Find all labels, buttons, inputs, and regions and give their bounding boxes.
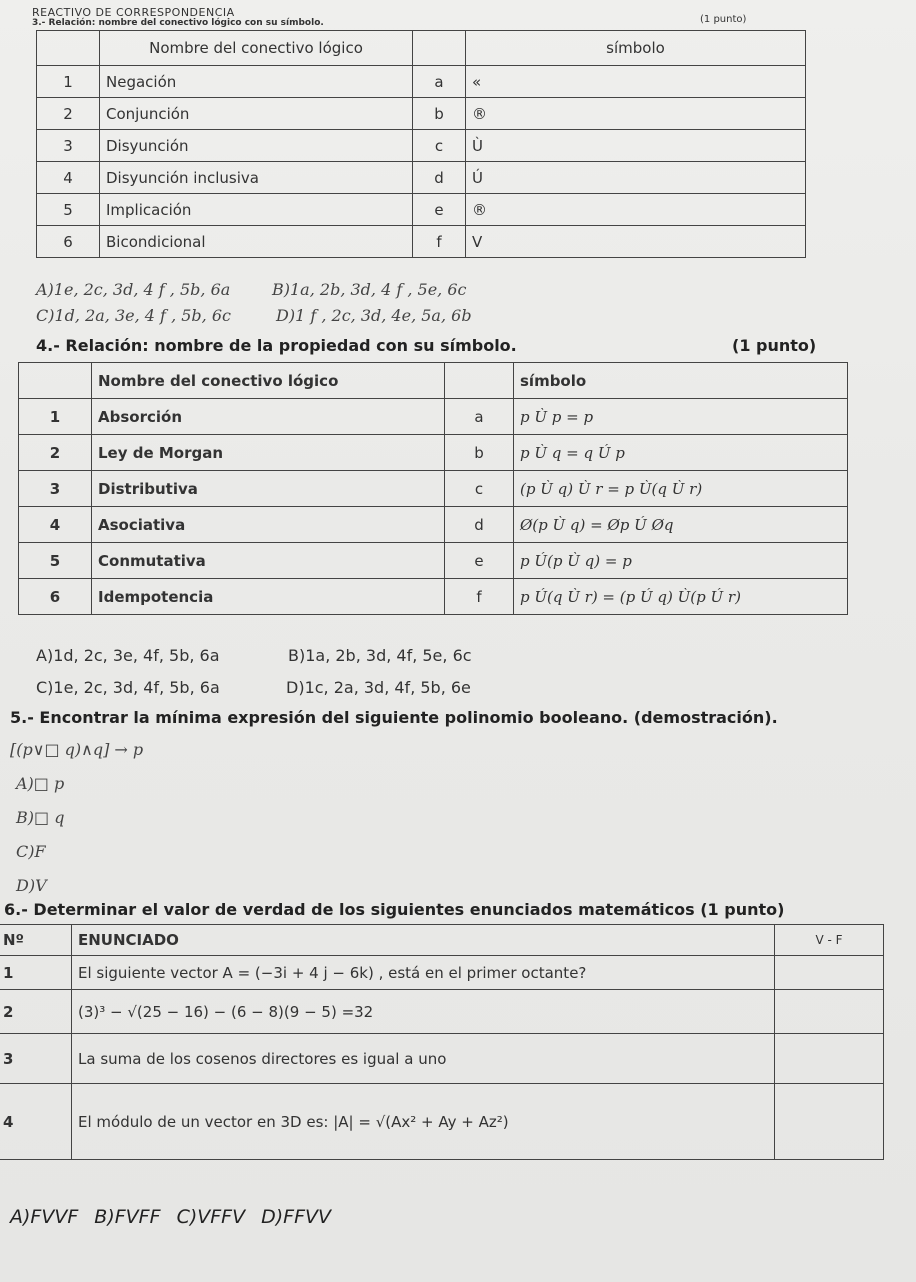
row-symbol: ® <box>466 98 806 130</box>
row-statement: El módulo de un vector en 3D es: |A| = √(Ax² + Ay + Az²) <box>72 1084 775 1160</box>
row-symbol: p Ú(q Ù r) = (p Ú q) Ù(p Ú r) <box>514 579 848 615</box>
row-symbol: Ú <box>466 162 806 194</box>
row-number: 3 <box>37 130 100 162</box>
row-letter: d <box>445 507 514 543</box>
answer-cell[interactable] <box>775 990 884 1034</box>
row-number: 2 <box>37 98 100 130</box>
q4-option-d[interactable]: D)1c, 2a, 3d, 4f, 5b, 6e <box>286 678 471 697</box>
row-letter: c <box>413 130 466 162</box>
row-statement: El siguiente vector A = (−3i + 4 j − 6k) , está en el primer octante? <box>72 956 775 990</box>
row-name: Disyunción <box>100 130 413 162</box>
table-row <box>37 130 806 162</box>
table-row <box>0 1084 884 1160</box>
q5-option-b[interactable]: B)□ q <box>16 808 65 827</box>
table-row <box>19 579 848 615</box>
row-symbol: V <box>466 226 806 258</box>
q5-option-a[interactable]: A)□ p <box>16 774 65 793</box>
q5-option-d[interactable]: D)V <box>16 876 47 895</box>
row-number: 3 <box>0 1034 72 1084</box>
row-name: Idempotencia <box>92 579 445 615</box>
q4-title: 4.- Relación: nombre de la propiedad con su símbolo. <box>36 336 517 355</box>
q5-title: 5.- Encontrar la mínima expresión del siguiente polinomio booleano. (demostración). <box>10 708 778 727</box>
q6-title: 6.- Determinar el valor de verdad de los siguientes enunciados matemáticos (1 punto) <box>4 900 785 919</box>
row-number: 1 <box>0 956 72 990</box>
row-name: Implicación <box>100 194 413 226</box>
row-symbol: (p Ù q) Ù r = p Ù(q Ù r) <box>514 471 848 507</box>
table-row <box>19 399 848 435</box>
q3-col-name: Nombre del conectivo lógico <box>100 31 413 66</box>
row-symbol: p Ù q = q Ú p <box>514 435 848 471</box>
row-name: Disyunción inclusiva <box>100 162 413 194</box>
table-row <box>19 543 848 579</box>
table-row <box>37 66 806 98</box>
row-letter: f <box>445 579 514 615</box>
row-letter: e <box>445 543 514 579</box>
q4-points: (1 punto) <box>732 336 817 355</box>
q6-col-statement: ENUNCIADO <box>72 925 775 956</box>
row-name: Bicondicional <box>100 226 413 258</box>
q4-option-c[interactable]: C)1e, 2c, 3d, 4f, 5b, 6a <box>36 678 220 697</box>
q3-option-b[interactable]: B)1a, 2b, 3d, 4 f , 5e, 6c <box>272 280 467 299</box>
row-letter: e <box>413 194 466 226</box>
row-symbol: p Ú(p Ù q) = p <box>514 543 848 579</box>
q3-option-d[interactable]: D)1 f , 2c, 3d, 4e, 5a, 6b <box>276 306 472 325</box>
row-name: Negación <box>100 66 413 98</box>
row-number: 5 <box>19 543 92 579</box>
row-name: Ley de Morgan <box>92 435 445 471</box>
row-number: 2 <box>0 990 72 1034</box>
section-header: REACTIVO DE CORRESPONDENCIA <box>32 6 235 19</box>
table-row <box>37 226 806 258</box>
q6-options[interactable]: A)FVVF B)FVFF C)VFFV D)FFVV <box>10 1206 332 1228</box>
q5-expression: [(p∨□ q)∧q] → p <box>10 740 144 759</box>
table-row <box>37 194 806 226</box>
q3-header-row <box>37 31 806 66</box>
q3-table <box>36 30 806 258</box>
q3-title: 3.- Relación: nombre del conectivo lógico con su símbolo. <box>32 18 324 28</box>
table-row <box>19 471 848 507</box>
row-number: 5 <box>37 194 100 226</box>
row-number: 4 <box>37 162 100 194</box>
row-name: Conmutativa <box>92 543 445 579</box>
table-row <box>19 435 848 471</box>
q6-col-n: Nº <box>0 925 72 956</box>
table-row <box>0 1034 884 1084</box>
row-name: Asociativa <box>92 507 445 543</box>
row-symbol: Ø(p Ù q) = Øp Ú Øq <box>514 507 848 543</box>
table-row <box>0 956 884 990</box>
row-name: Conjunción <box>100 98 413 130</box>
row-number: 4 <box>19 507 92 543</box>
q4-option-a[interactable]: A)1d, 2c, 3e, 4f, 5b, 6a <box>36 646 220 665</box>
q4-col-symbol: símbolo <box>514 363 848 399</box>
table-row <box>37 162 806 194</box>
row-number: 4 <box>0 1084 72 1160</box>
row-statement: La suma de los cosenos directores es igual a uno <box>72 1034 775 1084</box>
q4-col-name: Nombre del conectivo lógico <box>92 363 445 399</box>
row-number: 1 <box>37 66 100 98</box>
q3-points: (1 punto) <box>700 14 747 25</box>
q3-option-c[interactable]: C)1d, 2a, 3e, 4 f , 5b, 6c <box>36 306 231 325</box>
q6-col-vf: V - F <box>775 925 884 956</box>
row-letter: f <box>413 226 466 258</box>
row-letter: c <box>445 471 514 507</box>
row-symbol: Ù <box>466 130 806 162</box>
row-letter: a <box>413 66 466 98</box>
q3-option-a[interactable]: A)1e, 2c, 3d, 4 f , 5b, 6a <box>36 280 231 299</box>
row-letter: a <box>445 399 514 435</box>
row-letter: b <box>445 435 514 471</box>
q5-option-c[interactable]: C)F <box>16 842 46 861</box>
row-number: 6 <box>19 579 92 615</box>
row-letter: d <box>413 162 466 194</box>
q3-col-symbol: símbolo <box>466 31 806 66</box>
row-name: Distributiva <box>92 471 445 507</box>
answer-cell[interactable] <box>775 1034 884 1084</box>
row-letter: b <box>413 98 466 130</box>
row-symbol: ® <box>466 194 806 226</box>
table-row <box>19 507 848 543</box>
row-number: 6 <box>37 226 100 258</box>
table-row <box>0 990 884 1034</box>
row-symbol: « <box>466 66 806 98</box>
row-number: 1 <box>19 399 92 435</box>
q4-option-b[interactable]: B)1a, 2b, 3d, 4f, 5e, 6c <box>288 646 472 665</box>
row-symbol: p Ù p = p <box>514 399 848 435</box>
q6-header-row <box>0 925 884 956</box>
answer-cell[interactable] <box>775 956 884 990</box>
row-number: 2 <box>19 435 92 471</box>
answer-cell[interactable] <box>775 1084 884 1160</box>
row-name: Absorción <box>92 399 445 435</box>
q6-table <box>0 924 884 1160</box>
row-statement: (3)³ − √(25 − 16) − (6 − 8)(9 − 5) =32 <box>72 990 775 1034</box>
table-row <box>37 98 806 130</box>
row-number: 3 <box>19 471 92 507</box>
q4-table <box>18 362 848 615</box>
q4-header-row <box>19 363 848 399</box>
